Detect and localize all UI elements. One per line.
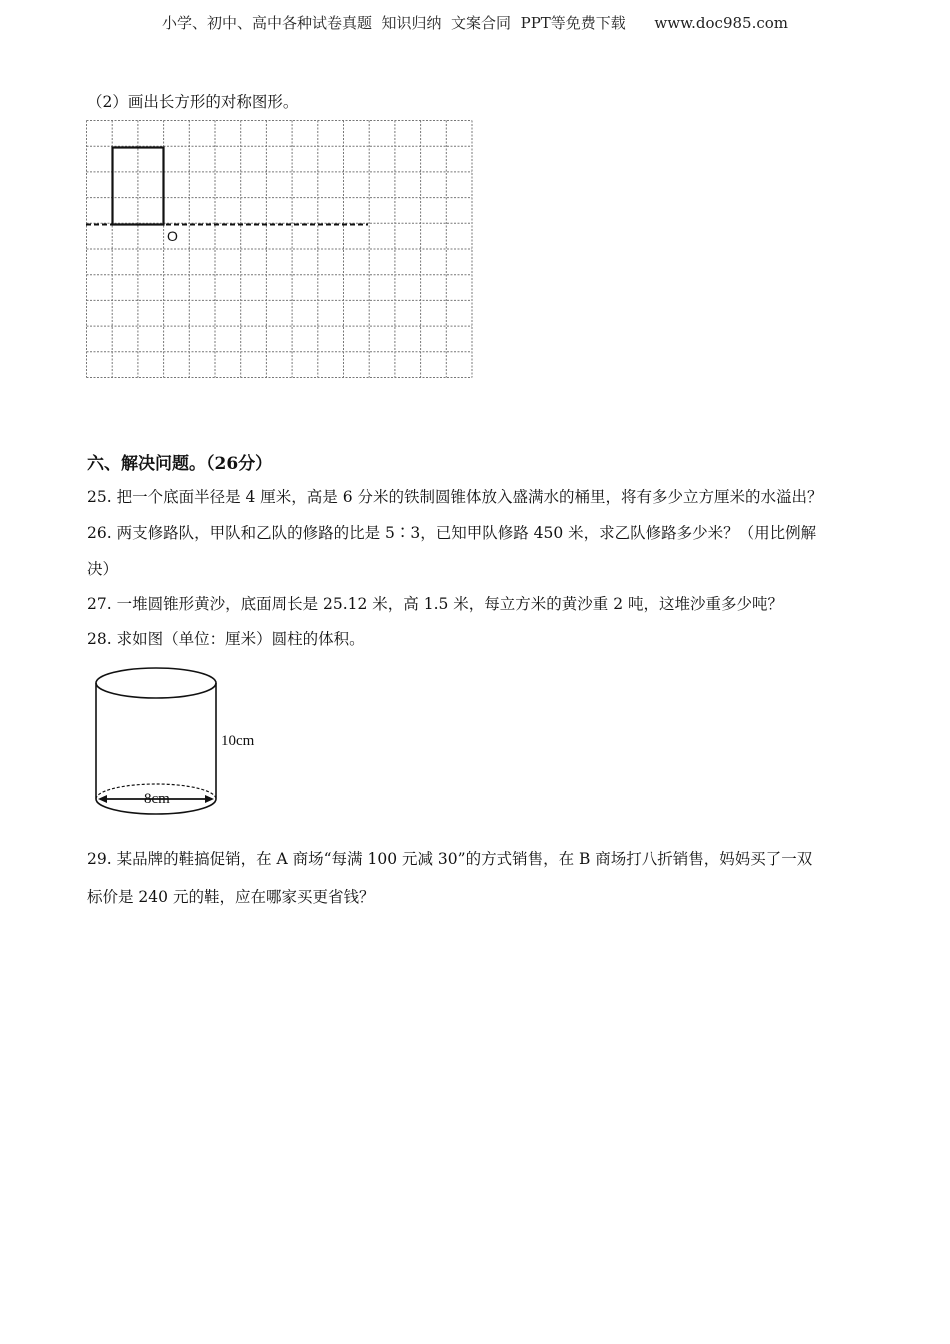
cylinder-top <box>96 668 216 698</box>
cylinder-figure <box>90 664 270 822</box>
page-header <box>0 12 950 33</box>
question-29-line1: 29. 某品牌的鞋搞促销，在 A 商场“每满 100 元减 30”的方式销售，在 B 商场打八折销售，妈妈买了一双 <box>87 850 813 868</box>
diameter-label: 8cm <box>144 791 170 807</box>
header-text: 小学、初中、高中各种试卷真题 知识归纳 文案合同 PPT等免费下载 <box>161 14 626 32</box>
header-url: www.doc985.com <box>654 14 788 32</box>
diameter-arrow-right-head <box>205 795 214 803</box>
question-28: 28. 求如图（单位：厘米）圆柱的体积。 <box>87 630 365 648</box>
question-25: 25. 把一个底面半径是 4 厘米，高是 6 分米的铁制圆锥体放入盛满水的桶里，将有多少立方厘米的水溢出？ <box>87 488 823 506</box>
grid-lines <box>87 121 473 378</box>
point-o-label: O <box>167 228 178 244</box>
height-label: 10cm <box>221 733 255 749</box>
symmetry-grid-figure <box>86 120 476 382</box>
question-26-line1: 26. 两支修路队，甲队和乙队的修路的比是 5∶3，已知甲队修路 450 米，求乙队修路多少米？（用比例解 <box>87 524 817 542</box>
question-27: 27. 一堆圆锥形黄沙，底面周长是 25.12 米，高 1.5 米，每立方米的黄沙重 2 吨，这堆沙重多少吨？ <box>87 595 784 613</box>
diameter-arrow-left-head <box>98 795 107 803</box>
section6-title: 六、解决问题。（26分） <box>87 454 273 474</box>
part2-instruction: （2）画出长方形的对称图形。 <box>87 93 299 111</box>
question-26-line2: 决） <box>87 560 119 578</box>
question-29-line2: 标价是 240 元的鞋，应在哪家买更省钱？ <box>87 888 375 906</box>
